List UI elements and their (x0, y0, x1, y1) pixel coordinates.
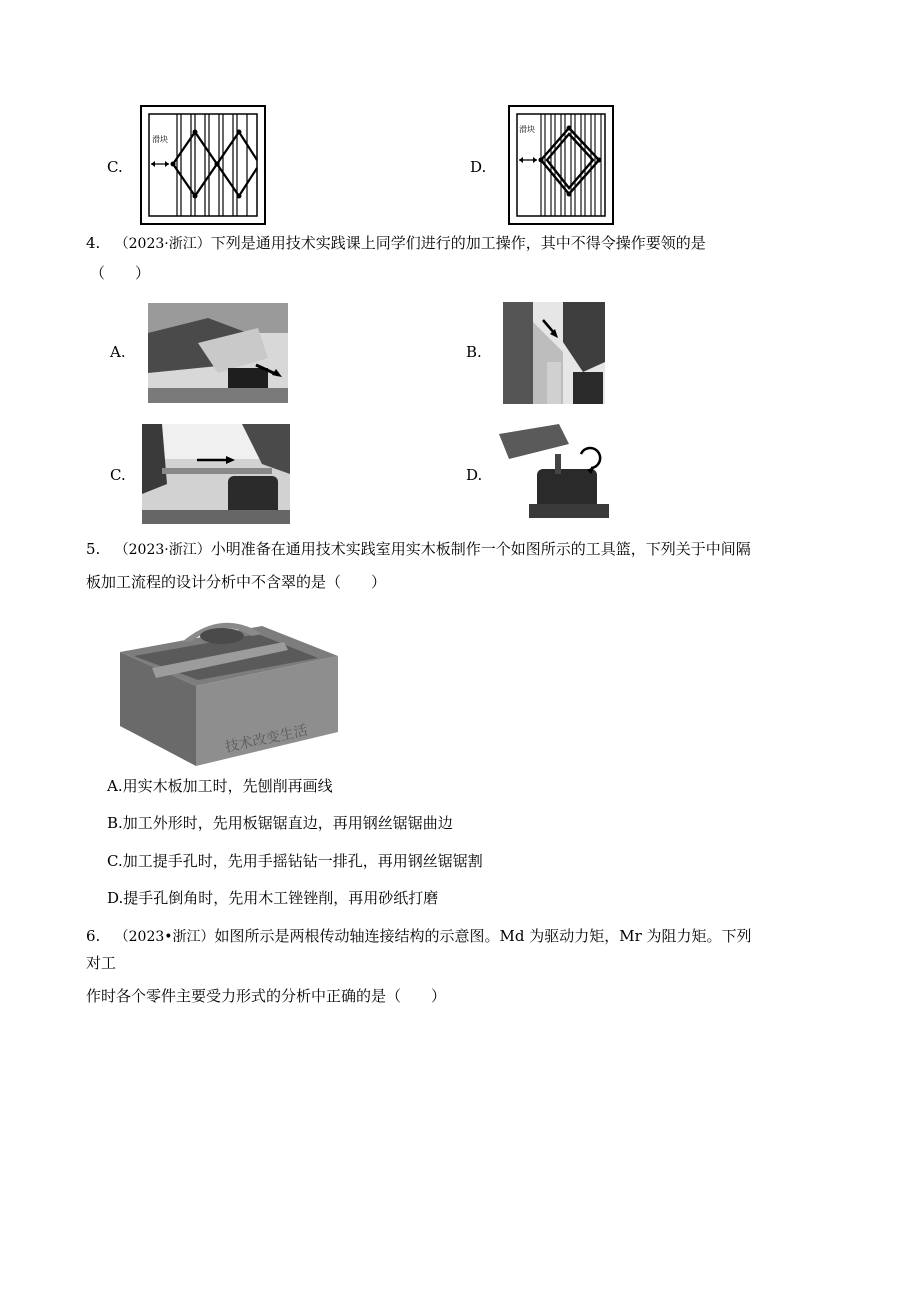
q6-number: 6. (86, 927, 101, 945)
q6-stem-line3: 作时各个零件主要受力形式的分析中正确的是（ ） (86, 987, 447, 1005)
q4-source: （2023·浙江） (114, 236, 211, 252)
q5-stem-line1 (86, 538, 866, 561)
q6-source: （2023•浙江） (114, 929, 215, 945)
q4-option-a-photo (148, 303, 288, 403)
q4-option-b-photo (503, 302, 605, 404)
q4-option-d-photo (499, 424, 617, 524)
q4-answer-paren: （ ） (90, 264, 151, 282)
q5-stem-line2: 板加工流程的设计分析中不含翠的是（ ） (86, 573, 387, 591)
box-engraving: 技术改变生活 (223, 722, 310, 756)
q3-option-d-figure (507, 104, 615, 226)
q4-option-c-photo (142, 424, 290, 524)
q6-stem-line1 (86, 925, 866, 948)
q4-option-d-label: D. (466, 466, 483, 484)
q4-option-c-label: C. (110, 466, 126, 484)
q6-stem-line2: 对工 (86, 954, 117, 972)
q5-number: 5. (86, 540, 101, 558)
q5-answer-c: C.加工提手孔时，先用手摇钻钻一排孔，再用钢丝锯锯割 (107, 852, 483, 870)
q5-answer-d: D.提手孔倒角时，先用木工锉锉削，再用砂纸打磨 (107, 889, 439, 907)
q5-stem-text-1: 小明准备在通用技术实践室用实木板制作一个如图所示的工具篮，下列关于中间隔 (210, 540, 751, 558)
q3-option-c-label: C. (107, 158, 123, 176)
q5-answer-a: A.用实木板加工时，先刨削再画线 (107, 777, 333, 795)
q4-option-a-label: A. (110, 343, 126, 361)
q6-stem-text-1: 如图所示是两根传动轴连接结构的示意图。Md 为驱动力矩，Mr 为阻力矩。下列 (214, 927, 752, 945)
q4-option-b-label: B. (466, 343, 482, 361)
q4-stem-text: 下列是通用技术实践课上同学们进行的加工操作，其中不得令操作要领的是 (210, 234, 706, 252)
q5-source: （2023·浙江） (114, 542, 211, 558)
q3-option-c-figure (139, 104, 267, 226)
q5-tool-basket-figure (112, 608, 344, 770)
slider-label: 滑块 (152, 135, 168, 144)
q4-stem (86, 232, 846, 255)
q4-number: 4. (86, 234, 101, 252)
q3-option-d-label: D. (470, 158, 487, 176)
q5-answer-b: B.加工外形时，先用板锯锯直边，再用钢丝锯锯曲边 (107, 814, 453, 832)
slider-label: 滑块 (519, 125, 535, 134)
